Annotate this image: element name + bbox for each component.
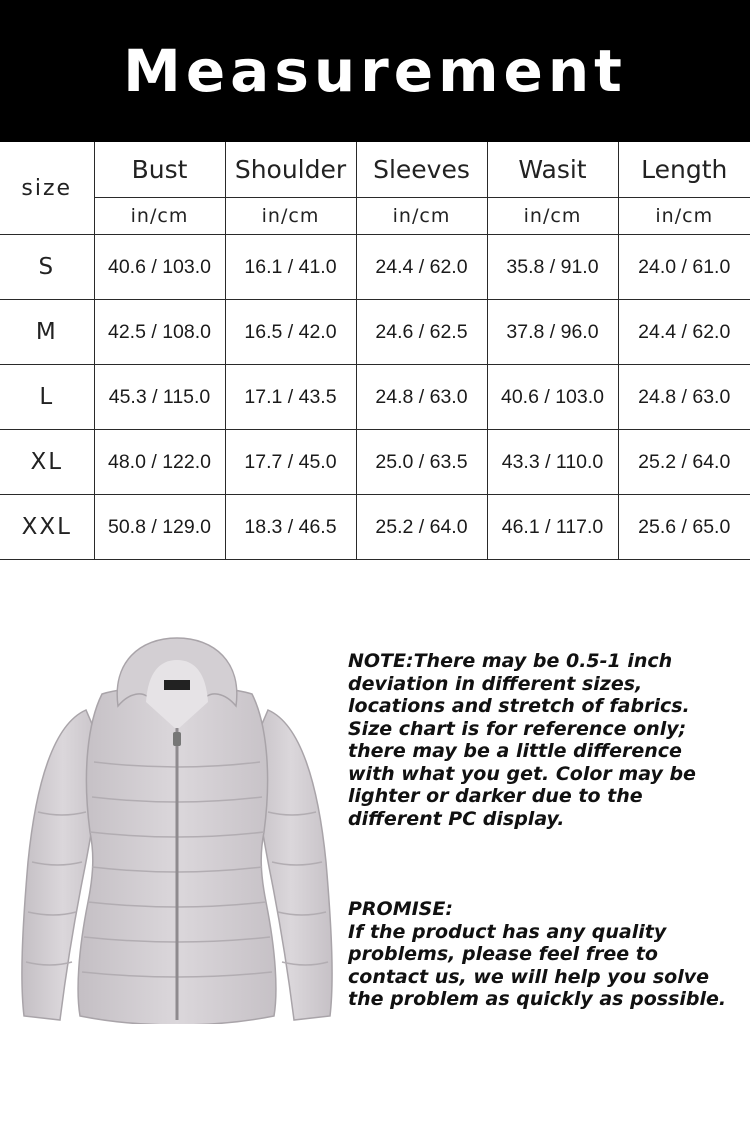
column-header-waist: Wasit	[487, 142, 618, 198]
table-row	[0, 300, 750, 365]
bust-cell: 42.5 / 108.0	[94, 300, 225, 365]
column-header-bust: Bust	[94, 142, 225, 198]
sleeves-cell: 25.0 / 63.5	[356, 430, 487, 495]
promise-title: PROMISE:	[348, 898, 453, 920]
bust-cell: 40.6 / 103.0	[94, 235, 225, 300]
unit-label: in/cm	[618, 198, 750, 235]
waist-cell: 43.3 / 110.0	[487, 430, 618, 495]
size-cell: M	[0, 300, 94, 365]
size-cell: L	[0, 365, 94, 430]
bust-cell: 50.8 / 129.0	[94, 495, 225, 560]
column-header-shoulder: Shoulder	[225, 142, 356, 198]
shoulder-cell: 18.3 / 46.5	[225, 495, 356, 560]
shoulder-cell: 17.7 / 45.0	[225, 430, 356, 495]
size-cell: S	[0, 235, 94, 300]
waist-cell: 40.6 / 103.0	[487, 365, 618, 430]
unit-label: in/cm	[225, 198, 356, 235]
table-row	[0, 235, 750, 300]
table-row	[0, 495, 750, 560]
waist-cell: 46.1 / 117.0	[487, 495, 618, 560]
length-cell: 24.4 / 62.0	[618, 300, 750, 365]
sleeves-cell: 24.6 / 62.5	[356, 300, 487, 365]
bust-cell: 45.3 / 115.0	[94, 365, 225, 430]
faux-fur-jacket-icon	[14, 632, 340, 1024]
bust-cell: 48.0 / 122.0	[94, 430, 225, 495]
waist-cell: 35.8 / 91.0	[487, 235, 618, 300]
column-header-sleeves: Sleeves	[356, 142, 487, 198]
column-header-length: Length	[618, 142, 750, 198]
shoulder-cell: 16.5 / 42.0	[225, 300, 356, 365]
unit-label: in/cm	[487, 198, 618, 235]
shoulder-cell: 17.1 / 43.5	[225, 365, 356, 430]
waist-cell: 37.8 / 96.0	[487, 300, 618, 365]
size-cell: XL	[0, 430, 94, 495]
unit-label: in/cm	[356, 198, 487, 235]
size-cell: XXL	[0, 495, 94, 560]
promise-text: If the product has any quality problems, please feel free to contact us, we will help you solve the problem as quickly as possible.	[348, 920, 727, 1010]
shoulder-cell: 16.1 / 41.0	[225, 235, 356, 300]
unit-label: in/cm	[94, 198, 225, 235]
page-title: Measurement	[123, 37, 627, 105]
note-text: NOTE:There may be 0.5-1 inch deviation in different sizes, locations and stretch of fabrics. Size chart is for reference only; there may be a little difference with what you get. Color may be lighter or darker due to the different PC display.	[348, 650, 696, 830]
sleeves-cell: 24.4 / 62.0	[356, 235, 487, 300]
promise-section	[348, 898, 728, 1011]
header-bar	[0, 0, 750, 142]
size-column-header: size	[0, 142, 94, 235]
sleeves-cell: 25.2 / 64.0	[356, 495, 487, 560]
length-cell: 25.2 / 64.0	[618, 430, 750, 495]
sleeves-cell: 24.8 / 63.0	[356, 365, 487, 430]
length-cell: 24.0 / 61.0	[618, 235, 750, 300]
size-chart-table	[0, 142, 750, 560]
length-cell: 24.8 / 63.0	[618, 365, 750, 430]
length-cell: 25.6 / 65.0	[618, 495, 750, 560]
table-row	[0, 430, 750, 495]
table-row	[0, 365, 750, 430]
